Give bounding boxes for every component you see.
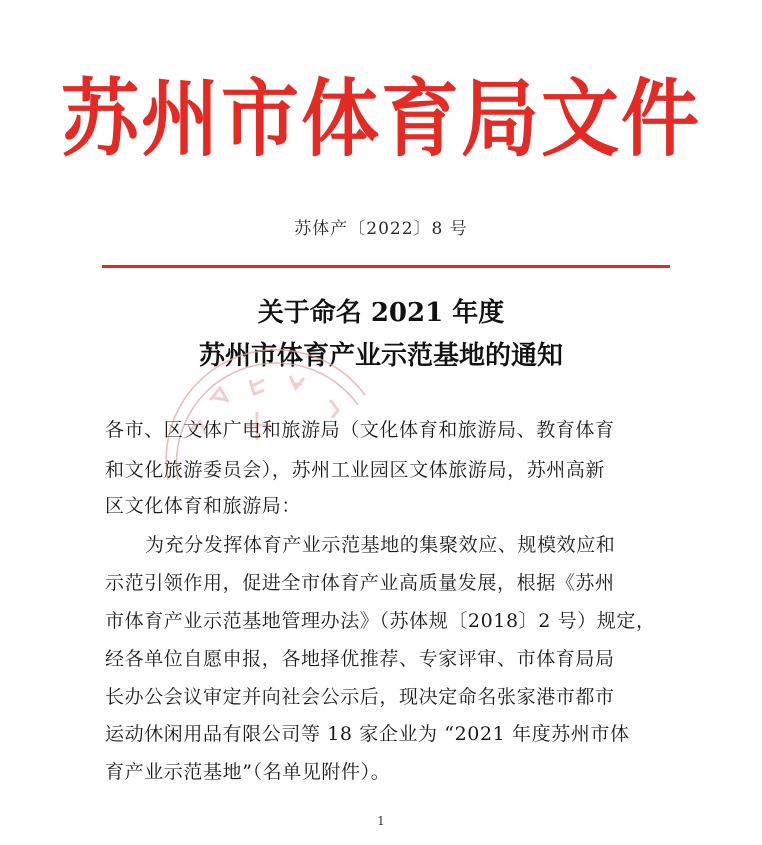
red-divider-line <box>102 265 670 268</box>
paragraph-line-7: 育产业示范基地”（名单见附件）。 <box>105 761 391 783</box>
addressee-line-2: 和文化旅游委员会），苏州工业园区文体旅游局，苏州高新 <box>105 459 606 481</box>
paragraph-line-1: 为充分发挥体育产业示范基地的集聚效应、规模效应和 <box>145 534 616 556</box>
notice-title-line-2: 苏州市体育产业示范基地的通知 <box>198 341 563 371</box>
paragraph-line-2: 示范引领作用，促进全市体育产业高质量发展，根据《苏州 <box>105 572 615 594</box>
addressee-line-3: 区文化体育和旅游局： <box>105 495 302 517</box>
paragraph-line-3: 市体育产业示范基地管理办法》（苏体规〔2018〕2 号）规定， <box>105 610 656 632</box>
paragraph-line-5: 长办公会议审定并向社会公示后，现决定命名张家港市都市 <box>105 686 615 708</box>
notice-title-line-1: 关于命名 2021 年度 <box>257 298 505 328</box>
paragraph-line-4: 经各单位自愿申报，各地择优推荐、专家评审、市体育局局 <box>105 648 615 670</box>
page-number: 1 <box>377 814 385 828</box>
addressee-line-1: 各市、区文体广电和旅游局（文化体育和旅游局、教育体育 <box>105 419 615 441</box>
document-number: 苏体产〔2022〕8 号 <box>294 219 468 239</box>
paragraph-line-6: 运动休闲用品有限公司等 18 家企业为 “2021 年度苏州市体 <box>105 723 630 745</box>
document-masthead: 苏州市体育局文件 <box>60 70 701 169</box>
